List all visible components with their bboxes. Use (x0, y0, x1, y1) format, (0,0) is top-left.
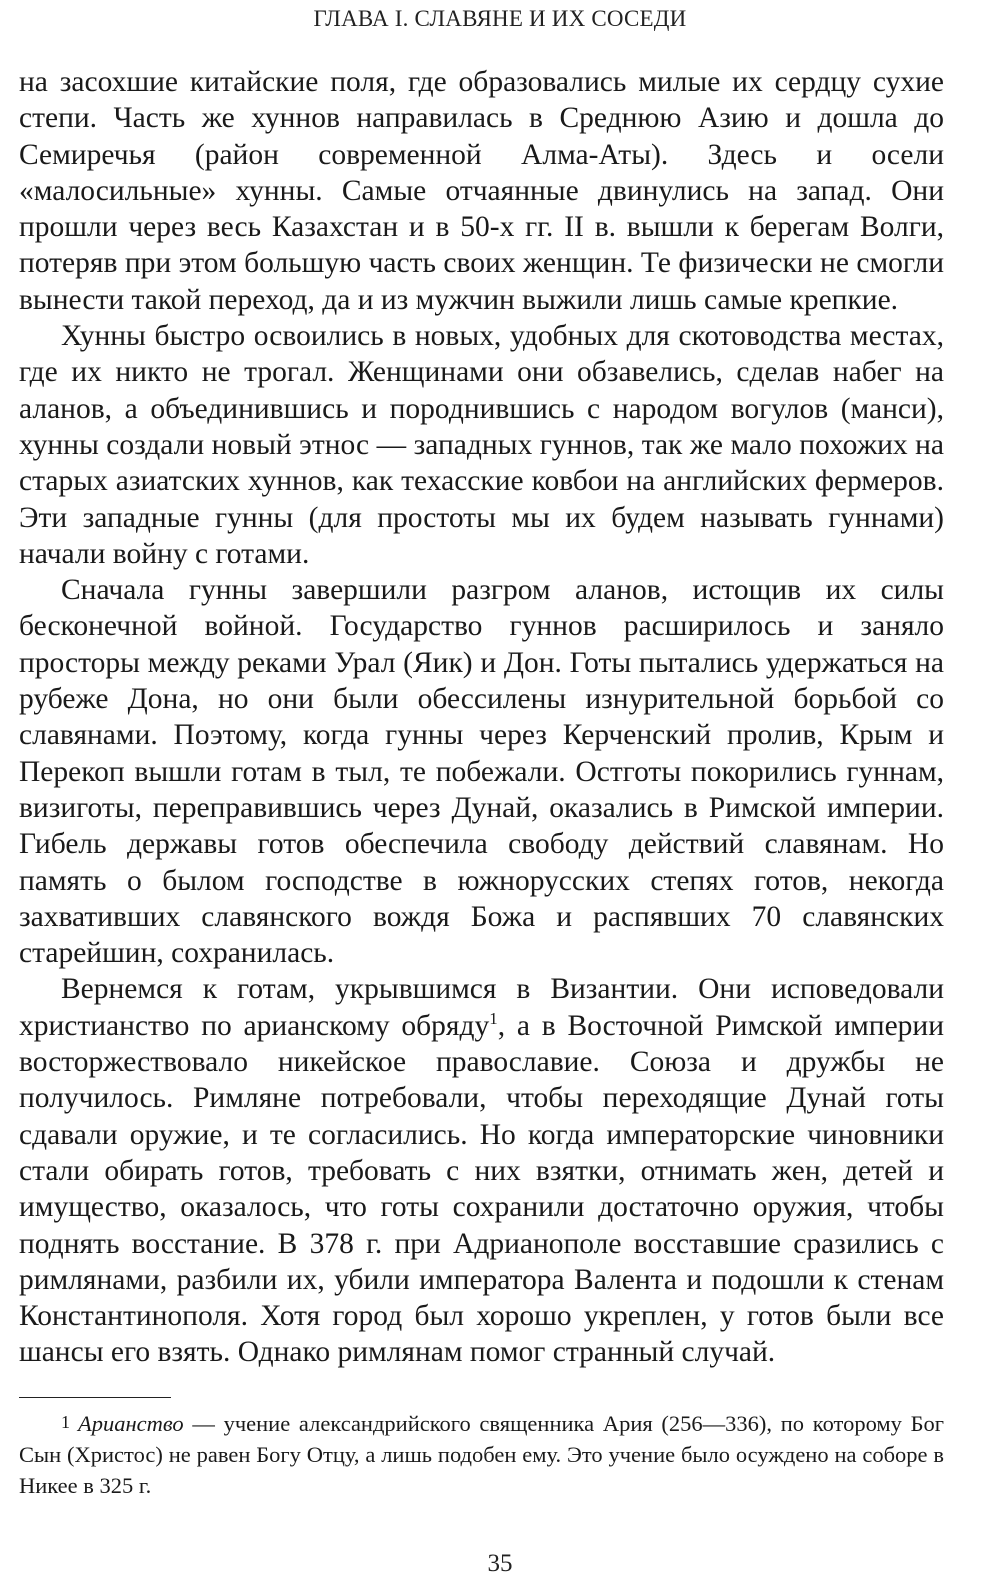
running-header: ГЛАВА I. СЛАВЯНЕ И ИХ СОСЕДИ (313, 6, 687, 31)
paragraph: Сначала гунны завершили разгром аланов, истощив их силы бесконечной войной. Государство гуннов расширилось и заняло просторы между реками Урал (Яик) и Дон. Готы пытались удержаться на рубеже Дона, но они были обессилены изнурительной борьбой со славянами. Поэтому, когда гунны через Керченский пролив, Крым и Перекоп вышли готам в тыл, те побежали. Остготы покорились гуннам, визиготы, переправившись через Дунай, оказались в Римской империи. Гибель державы готов обеспечила свободу действий славянам. Но память о былом господстве в южнорусских степях готов, некогда захвативших славянского вождя Божа и распявших 70 славянских старейшин, сохранилась. (19, 574, 944, 970)
page-number: 35 (487, 1550, 513, 1577)
footnote-term: Арианство (78, 1411, 184, 1436)
paragraph-text: , а в Восточной Римской империи восторжествовало никейское православие. Союза и дружбы не получилось. Римляне потребовали, чтобы переходящие Дунай готы сдавали оружие, и те согласились. Но когда императорские чиновники стали обирать готов, требовать с них взятки, отнимать жен, детей и имущество, оказалось, что готы сохранили достаточно оружия, чтобы поднять восстание. В 378 г. при Адрианополе восставшие сразились с римлянами, разбили их, убили императора Валента и подошли к стенам Константинополя. Хотя город был хорошо укреплен, у готов были все шансы его взять. Однако римлянам помог странный случай. (19, 1009, 944, 1369)
footnote-text: — учение александрийского священника Ария (256—336), по которому Бог Сын (Христос) не равен Богу Отцу, а лишь подобен ему. Это учение было осуждено на соборе в Никее в 325 г. (19, 1411, 944, 1498)
paragraph: на засохшие китайские поля, где образовались милые их сердцу сухие степи. Часть же хуннов направилась в Среднюю Азию и дошла до Семиречья (район современной Алма-Аты). Здесь и осели «малосильные» хунны. Самые отчаянные двинулись на запад. Они прошли через весь Казахстан и в 50-х гг. II в. вышли к берегам Волги, потеряв при этом большую часть своих женщин. Те физически не смогли вынести такой переход, да и из мужчин выжили лишь самые крепкие. (19, 66, 944, 316)
footnote-reference[interactable]: 1 (489, 1008, 498, 1028)
main-text (19, 64, 944, 1371)
footnote-separator (19, 1397, 171, 1398)
footnote (19, 1407, 944, 1501)
footnote-number: 1 (61, 1412, 70, 1432)
paragraph-text: Вернемся к готам, укрывшимся в Византии. Они исповедовали христианство по арианскому обряду (19, 973, 944, 1042)
paragraph: Хунны быстро освоились в новых, удобных для скотоводства местах, где их никто не трогал. Женщинами они обзавелись, сделав набег на аланов, а объединившись и породнившись с народом вогулов (манси), хунны создали новый этнос — западных гуннов, так же мало похожих на старых азиатских хуннов, как техасские ковбои на английских фермеров. Эти западные гунны (для простоты мы их будем называть гуннами) начали войну с готами. (19, 320, 944, 570)
paragraph (19, 971, 944, 1370)
